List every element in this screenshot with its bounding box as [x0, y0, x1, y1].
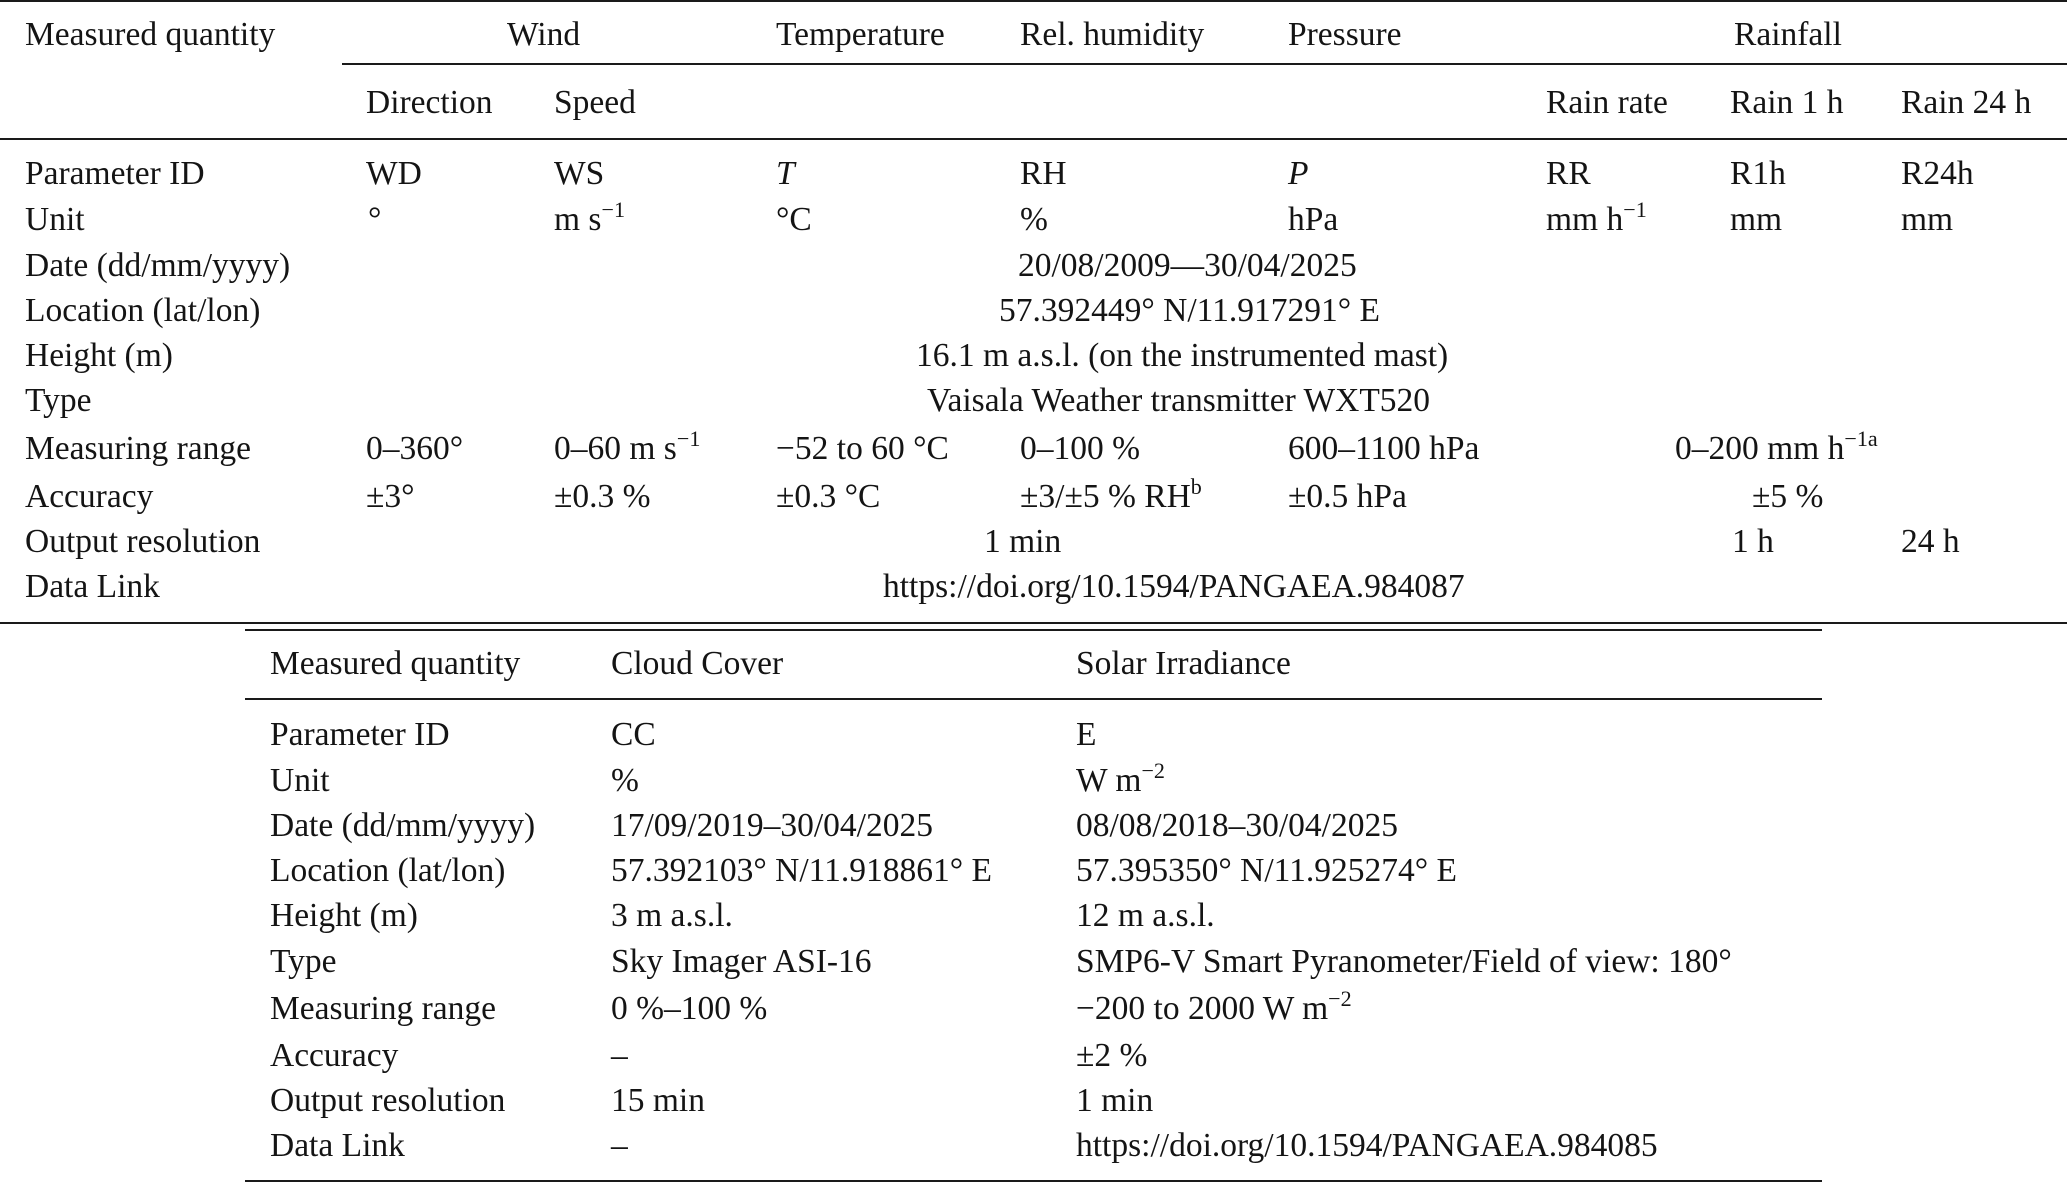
cell-location-value: 57.392449° N/11.917291° E	[999, 292, 1381, 329]
rr-unit-text: mm h	[1546, 201, 1624, 238]
t2-cell-cc: –	[611, 1037, 628, 1074]
cell-ws-unit	[554, 196, 626, 238]
ws-range-text: 0–60 m s	[554, 430, 677, 467]
t2-cell-e	[1076, 757, 1165, 799]
header-speed: Speed	[554, 84, 636, 121]
t2-e-range-text: −200 to 2000 W m	[1076, 990, 1329, 1027]
header-wind: Wind	[507, 16, 581, 53]
t2-row-label: Parameter ID	[270, 716, 450, 753]
header-rain-24h: Rain 24 h	[1901, 84, 2032, 121]
header-pressure: Pressure	[1288, 16, 1402, 53]
cell-ws-range	[554, 425, 701, 467]
t2-e-unit-text: W m	[1076, 762, 1142, 799]
t2-row-label: Date (dd/mm/yyyy)	[270, 807, 536, 844]
cell-rh-range: 0–100 %	[1020, 430, 1141, 467]
cell-height-value: 16.1 m a.s.l. (on the instrumented mast)	[916, 337, 1449, 374]
t2-row-label: Accuracy	[270, 1037, 399, 1074]
cell-t-accuracy: ±0.3 °C	[776, 478, 881, 515]
row-label-parameter-id: Parameter ID	[25, 155, 205, 192]
cell-p-unit: hPa	[1288, 201, 1339, 238]
table1-bottom-rule	[0, 622, 2067, 624]
header-temperature: Temperature	[776, 16, 945, 53]
row-label-date: Date (dd/mm/yyyy)	[25, 247, 291, 284]
header-rel-humidity: Rel. humidity	[1020, 16, 1205, 53]
cell-p-range: 600–1100 hPa	[1288, 430, 1480, 467]
t2-cell-e: ±2 %	[1076, 1037, 1148, 1074]
t2-header-solar-irradiance: Solar Irradiance	[1076, 645, 1291, 682]
ws-unit-text: m s	[554, 201, 602, 238]
t2-cell-cc: 15 min	[611, 1082, 705, 1119]
t2-row-label: Output resolution	[270, 1082, 506, 1119]
cell-t-unit: °C	[776, 201, 812, 238]
t2-cell-e	[1076, 985, 1352, 1027]
rr-unit-sup: −1	[1623, 196, 1647, 222]
ws-unit-sup: −1	[601, 196, 626, 222]
header-rainfall: Rainfall	[1734, 16, 1842, 53]
row-label-height: Height (m)	[25, 337, 173, 374]
cell-r24h-id: R24h	[1901, 155, 1974, 192]
cell-type-value: Vaisala Weather transmitter WXT520	[927, 382, 1431, 419]
t2-cell-cc: CC	[611, 716, 656, 753]
rain-range-text: 0–200 mm h	[1675, 430, 1845, 467]
t2-row-label: Unit	[270, 762, 330, 799]
cell-r1h-unit: mm	[1730, 201, 1783, 238]
t2-cell-cc: 0 %–100 %	[611, 990, 768, 1027]
row-label-type: Type	[25, 382, 92, 419]
t2-row-label: Location (lat/lon)	[270, 852, 506, 889]
t2-e-range-sup: −2	[1328, 985, 1352, 1011]
table2-top-rule	[245, 629, 1822, 631]
header-measured-quantity: Measured quantity	[25, 16, 276, 53]
t2-header-measured-quantity: Measured quantity	[270, 645, 521, 682]
rain-range-sup: −1a	[1844, 425, 1878, 451]
cell-t-id: T	[776, 155, 795, 192]
data-link-1[interactable]: https://doi.org/10.1594/PANGAEA.984087	[883, 568, 1465, 605]
cell-wd-accuracy: ±3°	[366, 478, 415, 515]
cell-wd-id: WD	[366, 155, 422, 192]
cell-rh-accuracy	[1020, 473, 1202, 515]
cell-date-value: 20/08/2009—30/04/2025	[1018, 247, 1357, 284]
t2-cell-e: E	[1076, 716, 1097, 753]
cell-wd-range: 0–360°	[366, 430, 464, 467]
cell-resolution-main: 1 min	[984, 523, 1062, 560]
cell-resolution-r24h: 24 h	[1901, 523, 1960, 560]
cell-wd-unit: °	[368, 201, 382, 238]
table2-header-rule	[245, 698, 1822, 700]
t2-cell-cc: Sky Imager ASI-16	[611, 943, 872, 980]
cell-ws-id: WS	[554, 155, 605, 192]
cell-rain-range	[1675, 425, 1878, 467]
t2-cell-e: 1 min	[1076, 1082, 1154, 1119]
t2-cell-cc: –	[611, 1127, 628, 1164]
data-link-2[interactable]: https://doi.org/10.1594/PANGAEA.984085	[1076, 1127, 1658, 1164]
t2-cell-cc: %	[611, 762, 639, 799]
cell-t-range: −52 to 60 °C	[776, 430, 949, 467]
cell-resolution-r1h: 1 h	[1732, 523, 1774, 560]
t2-cell-cc: 57.392103° N/11.918861° E	[611, 852, 993, 889]
row-label-data-link: Data Link	[25, 568, 160, 605]
t2-cell-e: 57.395350° N/11.925274° E	[1076, 852, 1458, 889]
table1-top-rule	[0, 0, 2067, 2]
table1-group-rule	[342, 63, 2067, 65]
cell-p-id: P	[1288, 155, 1309, 192]
row-label-accuracy: Accuracy	[25, 478, 154, 515]
cell-p-accuracy: ±0.5 hPa	[1288, 478, 1407, 515]
row-label-unit: Unit	[25, 201, 85, 238]
t2-row-label: Type	[270, 943, 337, 980]
row-label-location: Location (lat/lon)	[25, 292, 261, 329]
cell-rh-id: RH	[1020, 155, 1067, 192]
cell-rh-unit: %	[1020, 201, 1048, 238]
t2-cell-cc: 3 m a.s.l.	[611, 897, 733, 934]
cell-r1h-id: R1h	[1730, 155, 1786, 192]
t2-row-label: Height (m)	[270, 897, 418, 934]
t2-cell-cc: 17/09/2019–30/04/2025	[611, 807, 933, 844]
t2-row-label: Measuring range	[270, 990, 497, 1027]
t2-header-cloud-cover: Cloud Cover	[611, 645, 784, 682]
t2-row-label: Data Link	[270, 1127, 405, 1164]
header-rain-rate: Rain rate	[1546, 84, 1668, 121]
t2-cell-e: SMP6-V Smart Pyranometer/Field of view: 180°	[1076, 943, 1732, 980]
row-label-output-resolution: Output resolution	[25, 523, 261, 560]
cell-ws-accuracy: ±0.3 %	[554, 478, 651, 515]
table1-header-rule	[0, 138, 2067, 140]
table2-bottom-rule	[245, 1180, 1822, 1182]
cell-rr-id: RR	[1546, 155, 1591, 192]
row-label-measuring-range: Measuring range	[25, 430, 252, 467]
t2-cell-e: 08/08/2018–30/04/2025	[1076, 807, 1398, 844]
cell-rr-unit	[1546, 196, 1647, 238]
cell-rain-accuracy: ±5 %	[1752, 478, 1824, 515]
rh-accuracy-sup: b	[1190, 473, 1202, 499]
t2-e-unit-sup: −2	[1141, 757, 1165, 783]
rh-accuracy-text: ±3/±5 % RH	[1020, 478, 1191, 515]
t2-cell-e: 12 m a.s.l.	[1076, 897, 1215, 934]
header-direction: Direction	[366, 84, 493, 121]
header-rain-1h: Rain 1 h	[1730, 84, 1844, 121]
cell-r24h-unit: mm	[1901, 201, 1954, 238]
ws-range-sup: −1	[676, 425, 701, 451]
